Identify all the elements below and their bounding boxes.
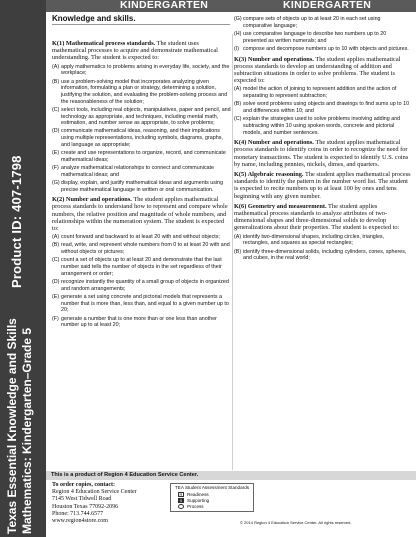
expectation-letter: (E)	[52, 293, 60, 300]
standard-heading	[234, 139, 411, 168]
standard-block	[234, 16, 411, 53]
expectation-text: count forward and backward to at least 20 with and without objects;	[61, 234, 220, 241]
standard-block	[234, 203, 411, 262]
standard-heading-title: K(3) Number and operations.	[234, 55, 314, 63]
expectation-letter: (D)	[52, 279, 60, 285]
standard-heading-intro: The student applies mathematical process standards to analyze attributes of two-dimensional shapes and three-dimensional solids to develop generalizations about their properties. The student is expected to:	[234, 202, 400, 232]
expectation-item	[52, 279, 232, 292]
expectation-letter: (G)	[52, 179, 60, 186]
legend-readiness	[179, 492, 209, 497]
expectation-item	[234, 116, 411, 136]
expectation-item	[52, 165, 232, 178]
expectation-text: apply mathematics to problems arising in everyday life, society, and the workplace;	[61, 63, 230, 77]
column-divider	[232, 34, 233, 470]
expectation-item	[52, 107, 232, 127]
standard-heading-intro: The student applies mathematical process standards to develop an understanding of addition and subtraction situations in order to solve problems. The student is expected to:	[234, 55, 401, 85]
expectation-item	[52, 294, 232, 314]
expectation-item	[52, 64, 232, 77]
expectation-text: select tools, including real objects, manipulatives, paper and pencil, and technology as appropriate, and techniques, including mental math, estimation, and number sense as appropriate, to solve problems;	[61, 106, 231, 127]
spine-title	[5, 318, 35, 534]
standard-heading-title: K(2) Number and operations.	[52, 196, 132, 204]
expectation-text: compose and decompose numbers up to 10 with objects and pictures.	[243, 45, 409, 52]
standard-block	[234, 56, 411, 137]
expectation-text: identify two-dimensional shapes, including circles, triangles, rectangles, and squares as special rectangles;	[243, 233, 385, 247]
expectation-item	[52, 79, 232, 106]
supporting-icon: S	[179, 498, 183, 503]
expectation-text: recognize instantly the quantity of a small group of objects in organized and random arrangements;	[61, 279, 229, 292]
standard-heading-title: K(1) Mathematical process standards.	[52, 40, 156, 47]
expectation-item	[52, 150, 232, 163]
expectation-text: read, write, and represent whole numbers from 0 to at least 20 with and without objects or pictures;	[61, 242, 230, 256]
order-website-link[interactable]: www.region4store.com	[52, 518, 108, 525]
order-line: Region 4 Education Service Center	[52, 489, 137, 496]
legend-readiness-label: Readiness	[187, 492, 209, 497]
standard-heading-title: K(6) Geometry and measurement.	[234, 202, 327, 210]
expectation-text: explain the strategies used to solve problems involving adding and subtracting within 10 using spoken words, concrete and pictorial models, and number sentences.	[243, 116, 401, 136]
expectation-letter: (E)	[52, 150, 60, 157]
expectation-item	[52, 180, 232, 193]
expectation-letter: (B)	[52, 242, 60, 249]
spine-title-line1: Texas Essential Knowledge and Skills	[5, 318, 19, 534]
standard-heading	[52, 40, 232, 62]
expectation-text: analyze mathematical relationships to connect and communicate mathematical ideas; and	[61, 164, 214, 178]
expectation-letter: (C)	[52, 257, 60, 264]
expectation-item	[234, 16, 411, 29]
expectation-text: display, explain, and justify mathematical ideas and arguments using precise mathematical language in written or oral communication.	[61, 179, 224, 193]
legend-process-label: Process	[187, 504, 204, 509]
expectation-item	[234, 46, 411, 53]
assessment-legend	[170, 483, 254, 512]
order-heading: To order copies, contact:	[52, 482, 115, 488]
order-info	[52, 482, 137, 525]
standard-block	[234, 139, 411, 168]
product-id-label: Product ID: 407-1798	[9, 155, 24, 288]
expectation-letter: (B)	[234, 248, 242, 255]
expectation-item	[52, 242, 232, 255]
expectation-text: identify three-dimensional solids, including cylinders, cones, spheres, and cubes, in the real world;	[243, 248, 407, 262]
expectation-letter: (H)	[234, 30, 242, 37]
expectation-text: generate a number that is one more than or one less than another number up to at least 20;	[61, 315, 217, 329]
expectation-item	[234, 31, 411, 44]
standard-block	[52, 196, 232, 329]
expectation-item	[52, 234, 232, 241]
expectation-text: compare sets of objects up to at least 20 in each set using comparative language;	[243, 16, 381, 29]
expectation-letter: (A)	[52, 63, 60, 70]
expectation-letter: (A)	[234, 86, 242, 93]
expectation-letter: (F)	[52, 315, 59, 322]
expectation-letter: (B)	[52, 78, 60, 85]
expectation-item	[52, 257, 232, 277]
section-title: Knowledge and skills.	[52, 14, 136, 23]
copyright-notice: © 2014 Region 4 Education Service Center. All rights reserved.	[240, 520, 352, 525]
expectation-item	[52, 128, 232, 148]
standard-heading-intro: The student uses mathematical processes to acquire and demonstrate mathematical understanding. The student is expected to:	[52, 40, 218, 62]
expectation-letter: (I)	[234, 45, 240, 52]
expectation-text: solve word problems using objects and drawings to find sums up to 10 and differences within 10; and	[243, 101, 410, 114]
expectation-text: create and use representations to organize, record, and communicate mathematical ideas;	[61, 150, 226, 163]
expectation-letter: (B)	[234, 101, 242, 108]
title-divider	[52, 24, 230, 25]
standard-heading-intro: The student applies mathematical process standards to identify the pattern in the number word list. The student is expected to recite numbers up to at least 100 by ones and tens beginning with any given number.	[234, 171, 411, 200]
grade-label-left: KINDERGARTEN	[120, 0, 209, 11]
expectation-letter: (C)	[52, 106, 60, 113]
standard-heading-intro: The student applies mathematical process standards to identify coins in order to recognize the need for monetary transactions. The student is expected to identify U.S. coins by name, including pennies, nickels, dimes, and quarters.	[234, 139, 409, 168]
expectation-text: count a set of objects up to at least 20 and demonstrate that the last number said tells the number of objects in the set regardless of their arrangement or order;	[61, 257, 222, 277]
expectation-letter: (G)	[234, 16, 242, 22]
standard-heading	[234, 56, 411, 85]
left-column	[52, 38, 232, 469]
expectation-letter: (F)	[52, 164, 59, 171]
expectation-item	[234, 86, 411, 99]
spine-title-line2: Mathematics: Kindergarten–Grade 5	[20, 327, 34, 534]
expectation-letter: (D)	[52, 128, 60, 135]
standard-heading-title: K(5) Algebraic reasoning.	[234, 171, 304, 179]
legend-supporting	[179, 498, 210, 503]
standard-heading-intro: The student applies mathematical process standards to understand how to represent and compare whole numbers, the relative position and magnitude of whole numbers, and relationships within the numeration system. The student is expected to:	[52, 196, 228, 233]
standard-heading-title: K(4) Number and operations.	[234, 139, 314, 147]
expectation-item	[52, 316, 232, 329]
standard-heading	[52, 196, 232, 232]
standard-heading	[234, 203, 411, 232]
expectation-item	[234, 249, 411, 262]
order-line: Houston Texas 77092-2096	[52, 503, 119, 510]
process-icon	[178, 504, 184, 509]
legend-title: TEA Student Assessment Standards	[175, 485, 250, 490]
order-line: 7145 West Tidwell Road	[52, 496, 112, 503]
standard-block	[234, 171, 411, 200]
right-column	[234, 16, 411, 469]
expectation-item	[234, 101, 411, 114]
expectation-letter: (A)	[52, 234, 60, 241]
order-line: Phone: 713.744.6577	[52, 510, 104, 517]
expectation-text: generate a set using concrete and pictorial models that represents a number that is more than, less than, and equal to a given number up to 20;	[61, 293, 229, 314]
expectation-text: use comparative language to describe two numbers up to 20 presented as written numerals; and	[243, 30, 387, 44]
legend-supporting-label: Supporting	[187, 498, 210, 503]
readiness-icon: R	[179, 492, 183, 497]
grade-label-right: KINDERGARTEN	[283, 0, 372, 11]
expectation-letter: (A)	[234, 233, 242, 240]
expectation-letter: (C)	[234, 116, 242, 123]
standard-block	[52, 40, 232, 193]
standard-heading	[234, 171, 411, 200]
footer-banner-text: This is a product of Region 4 Education Service Center.	[51, 472, 199, 478]
expectation-text: communicate mathematical ideas, reasoning, and their implications using multiple representations, including symbols, diagrams, graphs, and language as appropriate;	[61, 128, 223, 148]
expectation-text: use a problem-solving model that incorporates analyzing given information, formulating a plan or strategy, determining a solution, justifying the solution, and evaluating the problem-solving process and the reasonableness of the solution;	[61, 78, 228, 105]
legend-process	[187, 504, 204, 509]
expectation-text: model the action of joining to represent addition and the action of separating to represent subtraction;	[243, 86, 397, 100]
expectation-item	[234, 234, 411, 247]
